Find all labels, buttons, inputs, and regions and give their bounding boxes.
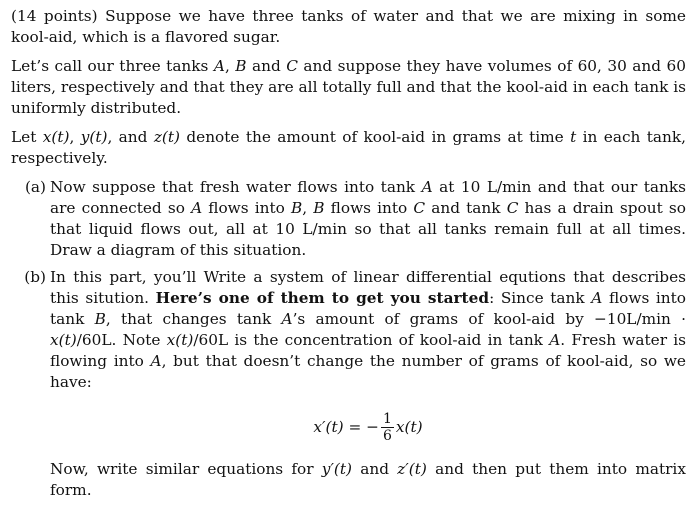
part-a-var-c: C [413, 199, 426, 217]
part-b-var-a: A [150, 352, 162, 370]
part-a-text-5: flows into [330, 199, 408, 217]
closing-text-1: Now, write similar equations for [50, 460, 314, 478]
part-b-bold-text: Here’s one of them to get you started [155, 289, 490, 307]
definition-text-3: denote the amount of kool-aid in grams at time [186, 128, 564, 146]
points-label: (14 points) [11, 7, 98, 25]
time-var: t [570, 128, 577, 146]
part-a-label: (a) [24, 178, 46, 196]
part-b [11, 267, 686, 501]
equation-minus: − [366, 417, 379, 436]
part-a-var-b: B [313, 199, 325, 217]
tank-b-var: B [235, 57, 247, 75]
parts-list [11, 177, 686, 501]
equation-rhs: x(t) [395, 417, 423, 436]
part-b-text-8: . Fresh water is flowing into [50, 331, 686, 370]
x-of-t: x(t) [42, 128, 70, 146]
intro-text: Suppose we have three tanks of water and that we are mixing in some kool-aid, which is a flavored sugar. [11, 7, 686, 46]
equation-equals: = [348, 417, 362, 436]
part-a [11, 177, 686, 261]
part-b-var-a: A [281, 310, 293, 328]
part-b-text-1: In this part, you’ll Write a system of linear differential equtions that describes this sitution. [50, 268, 686, 307]
part-b-text-3: flows into tank [50, 289, 686, 328]
definition-paragraph [11, 127, 686, 169]
setup-and: and [252, 57, 281, 75]
part-b-body [50, 267, 686, 501]
display-equation [50, 407, 686, 447]
part-a-var-b: B [291, 199, 303, 217]
setup-comma: , [224, 57, 230, 75]
part-b-var-b: B [94, 310, 106, 328]
part-b-text-2: : Since tank [489, 289, 585, 307]
y-of-t: y(t) [80, 128, 108, 146]
fraction-denominator: 6 [382, 427, 392, 444]
setup-text-1: Let’s call our three tanks [11, 57, 209, 75]
setup-text-2: and suppose they have volumes of 60, 30 and 60 liters, respectively and that they are all totally full and that the kool-aid in each tank is uniformly distributed. [11, 57, 686, 117]
equation-lhs: x′(t) [313, 417, 344, 436]
definition-text-4: in each tank, respectively. [11, 128, 686, 167]
part-a-var-c: C [506, 199, 519, 217]
part-b-text-6: /60L. Note [76, 331, 161, 349]
part-b-x-of-t: x(t) [50, 331, 77, 349]
tank-a-var: A [213, 57, 225, 75]
part-a-text-3: flows into [208, 199, 285, 217]
definition-text-2: , and [107, 128, 148, 146]
closing-paragraph [50, 459, 686, 501]
part-a-var-a: A [421, 178, 433, 196]
closing-text-2: and then put them into matrix form. [50, 460, 686, 499]
intro-paragraph [11, 6, 686, 48]
equation-fraction [381, 411, 394, 444]
definition-text-1: Let [11, 128, 37, 146]
part-b-label: (b) [24, 268, 46, 286]
closing-and: and [360, 460, 389, 478]
part-b-text-9: , but that doesn’t change the number of grams of kool-aid, so we have: [50, 352, 686, 391]
part-a-text-2: at 10 L/min and that our tanks are connected so [50, 178, 686, 217]
y-prime: y′(t) [321, 460, 352, 478]
tank-c-var: C [286, 57, 298, 75]
part-b-var-a: A [591, 289, 603, 307]
part-a-text-1: Now suppose that fresh water flows into tank [50, 178, 416, 196]
part-b-text-7: /60L is the concentration of kool-aid in tank [193, 331, 543, 349]
part-a-text-6: and tank [431, 199, 501, 217]
fraction-numerator: 1 [382, 410, 392, 427]
setup-paragraph [11, 56, 686, 119]
part-a-comma: , [302, 199, 308, 217]
z-prime: z′(t) [397, 460, 427, 478]
part-b-text-5: ’s amount of grams of kool-aid by −10L/min · [292, 310, 686, 328]
part-b-text-4: , that changes tank [105, 310, 272, 328]
part-a-var-a: A [191, 199, 203, 217]
part-a-body [50, 177, 686, 261]
part-b-x-of-t: x(t) [166, 331, 194, 349]
part-b-var-a: A [549, 331, 561, 349]
z-of-t: z(t) [153, 128, 180, 146]
part-a-text-7: has a drain spout so that liquid flows out, all at 10 L/min so that all tanks remain full at all times. Draw a diagram of this situation. [50, 199, 686, 259]
definition-comma: , [69, 128, 75, 146]
